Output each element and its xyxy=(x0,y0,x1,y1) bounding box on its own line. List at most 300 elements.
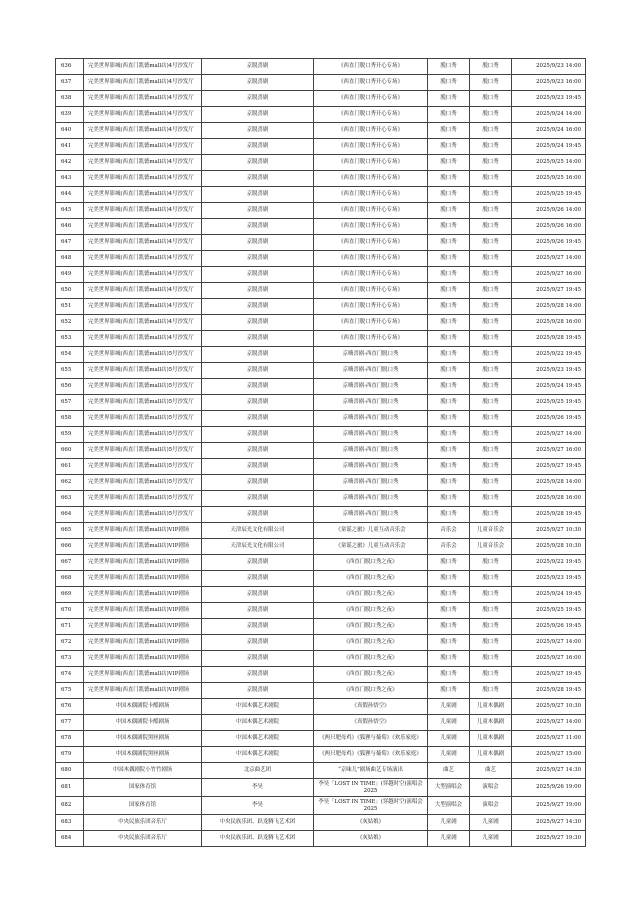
datetime-cell: 2025/9/28 19:45 xyxy=(512,331,586,347)
datetime-cell: 2025/9/24 19:45 xyxy=(512,379,586,395)
venue-cell: 完美世界影城(西直门凯德mall店)VIP剧场 xyxy=(84,683,202,699)
row-number: 650 xyxy=(56,283,84,299)
table-row xyxy=(56,91,586,107)
subcategory-cell: 脱口秀 xyxy=(470,635,512,651)
table-row xyxy=(56,763,586,779)
table-row xyxy=(56,523,586,539)
program-title-cell: 《西直门脱口秀开心专场》 xyxy=(314,187,428,203)
category-cell: 脱口秀 xyxy=(428,347,470,363)
program-title-cell: 《西直门脱口秀之夜》 xyxy=(314,667,428,683)
datetime-cell: 2025/9/25 19:45 xyxy=(512,603,586,619)
subcategory-cell: 脱口秀 xyxy=(470,475,512,491)
organizer-cell: 京脱喜剧 xyxy=(202,171,314,187)
subcategory-cell: 脱口秀 xyxy=(470,203,512,219)
datetime-cell: 2025/9/27 10:30 xyxy=(512,523,586,539)
category-cell: 脱口秀 xyxy=(428,299,470,315)
venue-cell: 完美世界影城(西直门凯德mall店)4号沙发厅 xyxy=(84,219,202,235)
subcategory-cell: 儿童音乐会 xyxy=(470,539,512,555)
category-cell: 脱口秀 xyxy=(428,667,470,683)
program-title-cell: 《西直门脱口秀开心专场》 xyxy=(314,331,428,347)
table-row xyxy=(56,171,586,187)
datetime-cell: 2025/9/23 16:00 xyxy=(512,75,586,91)
program-title-cell: 《西直门脱口秀开心专场》 xyxy=(314,171,428,187)
venue-cell: 完美世界影城(西直门凯德mall店)4号沙发厅 xyxy=(84,235,202,251)
program-title-cell: 《西直门脱口秀之夜》 xyxy=(314,651,428,667)
performance-schedule-sheet xyxy=(55,58,585,847)
organizer-cell: 京脱喜剧 xyxy=(202,155,314,171)
subcategory-cell: 儿童木偶剧 xyxy=(470,715,512,731)
program-title-cell: 京嗨喜剧-西直门脱口秀 xyxy=(314,507,428,523)
table-row xyxy=(56,347,586,363)
subcategory-cell: 儿童木偶剧 xyxy=(470,699,512,715)
subcategory-cell: 脱口秀 xyxy=(470,603,512,619)
program-title-cell: 《西直门脱口秀开心专场》 xyxy=(314,235,428,251)
organizer-cell: 京脱喜剧 xyxy=(202,59,314,75)
organizer-cell: 中央民族乐团、跃龙腾飞艺术团 xyxy=(202,815,314,831)
category-cell: 大型演唱会 xyxy=(428,797,470,815)
venue-cell: 完美世界影城(西直门凯德mall店)4号沙发厅 xyxy=(84,123,202,139)
row-number: 668 xyxy=(56,571,84,587)
organizer-cell: 天津辰光文化有限公司 xyxy=(202,523,314,539)
subcategory-cell: 脱口秀 xyxy=(470,683,512,699)
program-title-cell: 李昊「LOST IN TIME」(穿越时空)演唱会2025 xyxy=(314,779,428,797)
program-title-cell: 《灰姑娘》 xyxy=(314,831,428,847)
subcategory-cell: 儿童木偶剧 xyxy=(470,747,512,763)
organizer-cell: 京脱喜剧 xyxy=(202,299,314,315)
row-number: 649 xyxy=(56,267,84,283)
organizer-cell: 京脱喜剧 xyxy=(202,683,314,699)
organizer-cell: 京脱喜剧 xyxy=(202,475,314,491)
organizer-cell: 中央民族乐团、跃龙腾飞艺术团 xyxy=(202,831,314,847)
table-row xyxy=(56,587,586,603)
venue-cell: 完美世界影城(西直门凯德mall店)VIP剧场 xyxy=(84,667,202,683)
subcategory-cell: 儿童音乐会 xyxy=(470,523,512,539)
program-title-cell: 京嗨喜剧-西直门脱口秀 xyxy=(314,347,428,363)
program-title-cell: 京嗨喜剧-西直门脱口秀 xyxy=(314,411,428,427)
venue-cell: 完美世界影城(西直门凯德mall店)VIP剧场 xyxy=(84,619,202,635)
program-title-cell: 《真假孙悟空》 xyxy=(314,699,428,715)
category-cell: 脱口秀 xyxy=(428,395,470,411)
subcategory-cell: 脱口秀 xyxy=(470,91,512,107)
subcategory-cell: 脱口秀 xyxy=(470,267,512,283)
table-row xyxy=(56,155,586,171)
category-cell: 脱口秀 xyxy=(428,251,470,267)
datetime-cell: 2025/9/28 16:00 xyxy=(512,491,586,507)
program-title-cell: 《西直门脱口秀开心专场》 xyxy=(314,299,428,315)
category-cell: 脱口秀 xyxy=(428,59,470,75)
subcategory-cell: 脱口秀 xyxy=(470,123,512,139)
datetime-cell: 2025/9/23 19:45 xyxy=(512,91,586,107)
organizer-cell: 京脱喜剧 xyxy=(202,459,314,475)
venue-cell: 完美世界影城(西直门凯德mall店)4号沙发厅 xyxy=(84,283,202,299)
venue-cell: 完美世界影城(西直门凯德mall店)4号沙发厅 xyxy=(84,251,202,267)
table-row xyxy=(56,555,586,571)
table-row xyxy=(56,507,586,523)
datetime-cell: 2025/9/27 19:00 xyxy=(512,797,586,815)
organizer-cell: 天津辰光文化有限公司 xyxy=(202,539,314,555)
datetime-cell: 2025/9/26 14:00 xyxy=(512,203,586,219)
row-number: 669 xyxy=(56,587,84,603)
venue-cell: 完美世界影城(西直门凯德mall店)4号沙发厅 xyxy=(84,139,202,155)
venue-cell: 完美世界影城(西直门凯德mall店)VIP剧场 xyxy=(84,651,202,667)
category-cell: 脱口秀 xyxy=(428,587,470,603)
subcategory-cell: 脱口秀 xyxy=(470,491,512,507)
venue-cell: 完美世界影城(西直门凯德mall店)VIP剧场 xyxy=(84,539,202,555)
category-cell: 音乐会 xyxy=(428,539,470,555)
table-row xyxy=(56,731,586,747)
organizer-cell: 中国木偶艺术剧院 xyxy=(202,731,314,747)
datetime-cell: 2025/9/23 19:45 xyxy=(512,571,586,587)
row-number: 663 xyxy=(56,491,84,507)
subcategory-cell: 脱口秀 xyxy=(470,219,512,235)
table-row xyxy=(56,635,586,651)
datetime-cell: 2025/9/22 19:45 xyxy=(512,347,586,363)
category-cell: 脱口秀 xyxy=(428,635,470,651)
subcategory-cell: 脱口秀 xyxy=(470,507,512,523)
program-title-cell: 《两只肥母鸡》《狐狸与葡萄》《欢乐家庭》 xyxy=(314,747,428,763)
row-number: 666 xyxy=(56,539,84,555)
category-cell: 脱口秀 xyxy=(428,411,470,427)
subcategory-cell: 脱口秀 xyxy=(470,139,512,155)
organizer-cell: 京脱喜剧 xyxy=(202,267,314,283)
category-cell: 脱口秀 xyxy=(428,123,470,139)
datetime-cell: 2025/9/28 14:00 xyxy=(512,475,586,491)
table-row xyxy=(56,539,586,555)
row-number: 640 xyxy=(56,123,84,139)
table-row xyxy=(56,379,586,395)
datetime-cell: 2025/9/27 19:30 xyxy=(512,831,586,847)
organizer-cell: 北京曲艺团 xyxy=(202,763,314,779)
category-cell: 脱口秀 xyxy=(428,363,470,379)
table-row xyxy=(56,139,586,155)
row-number: 655 xyxy=(56,363,84,379)
organizer-cell: 京脱喜剧 xyxy=(202,555,314,571)
row-number: 647 xyxy=(56,235,84,251)
datetime-cell: 2025/9/27 15:00 xyxy=(512,747,586,763)
row-number: 652 xyxy=(56,315,84,331)
datetime-cell: 2025/9/27 19:45 xyxy=(512,459,586,475)
venue-cell: 完美世界影城(西直门凯德mall店)5号沙发厅 xyxy=(84,507,202,523)
organizer-cell: 京脱喜剧 xyxy=(202,235,314,251)
organizer-cell: 京脱喜剧 xyxy=(202,427,314,443)
table-row xyxy=(56,797,586,815)
category-cell: 脱口秀 xyxy=(428,475,470,491)
category-cell: 脱口秀 xyxy=(428,171,470,187)
table-row xyxy=(56,475,586,491)
subcategory-cell: 脱口秀 xyxy=(470,315,512,331)
table-row xyxy=(56,59,586,75)
organizer-cell: 京脱喜剧 xyxy=(202,75,314,91)
datetime-cell: 2025/9/26 16:00 xyxy=(512,219,586,235)
venue-cell: 完美世界影城(西直门凯德mall店)4号沙发厅 xyxy=(84,299,202,315)
venue-cell: 完美世界影城(西直门凯德mall店)4号沙发厅 xyxy=(84,75,202,91)
venue-cell: 完美世界影城(西直门凯德mall店)VIP剧场 xyxy=(84,555,202,571)
schedule-table xyxy=(55,58,586,847)
venue-cell: 完美世界影城(西直门凯德mall店)4号沙发厅 xyxy=(84,59,202,75)
category-cell: 脱口秀 xyxy=(428,107,470,123)
organizer-cell: 京脱喜剧 xyxy=(202,667,314,683)
venue-cell: 完美世界影城(西直门凯德mall店)5号沙发厅 xyxy=(84,491,202,507)
organizer-cell: 京脱喜剧 xyxy=(202,203,314,219)
category-cell: 脱口秀 xyxy=(428,235,470,251)
datetime-cell: 2025/9/23 14:00 xyxy=(512,59,586,75)
organizer-cell: 京脱喜剧 xyxy=(202,347,314,363)
organizer-cell: 京脱喜剧 xyxy=(202,139,314,155)
category-cell: 脱口秀 xyxy=(428,603,470,619)
row-number: 660 xyxy=(56,443,84,459)
subcategory-cell: 脱口秀 xyxy=(470,187,512,203)
category-cell: 脱口秀 xyxy=(428,155,470,171)
organizer-cell: 京脱喜剧 xyxy=(202,651,314,667)
venue-cell: 完美世界影城(西直门凯德mall店)4号沙发厅 xyxy=(84,267,202,283)
organizer-cell: 京脱喜剧 xyxy=(202,363,314,379)
table-row xyxy=(56,267,586,283)
program-title-cell: 《西直门脱口秀开心专场》 xyxy=(314,59,428,75)
datetime-cell: 2025/9/27 19:45 xyxy=(512,283,586,299)
table-row xyxy=(56,187,586,203)
organizer-cell: 京脱喜剧 xyxy=(202,635,314,651)
subcategory-cell: 脱口秀 xyxy=(470,171,512,187)
organizer-cell: 京脱喜剧 xyxy=(202,603,314,619)
category-cell: 脱口秀 xyxy=(428,491,470,507)
organizer-cell: 李昊 xyxy=(202,779,314,797)
table-row xyxy=(56,283,586,299)
venue-cell: 国家体育馆 xyxy=(84,779,202,797)
category-cell: 脱口秀 xyxy=(428,379,470,395)
venue-cell: 完美世界影城(西直门凯德mall店)5号沙发厅 xyxy=(84,363,202,379)
subcategory-cell: 脱口秀 xyxy=(470,251,512,267)
subcategory-cell: 脱口秀 xyxy=(470,363,512,379)
venue-cell: 完美世界影城(西直门凯德mall店)5号沙发厅 xyxy=(84,427,202,443)
datetime-cell: 2025/9/24 19:45 xyxy=(512,139,586,155)
category-cell: 脱口秀 xyxy=(428,683,470,699)
venue-cell: 完美世界影城(西直门凯德mall店)4号沙发厅 xyxy=(84,315,202,331)
organizer-cell: 京脱喜剧 xyxy=(202,619,314,635)
category-cell: 脱口秀 xyxy=(428,187,470,203)
row-number: 679 xyxy=(56,747,84,763)
row-number: 636 xyxy=(56,59,84,75)
datetime-cell: 2025/9/27 14:30 xyxy=(512,815,586,831)
category-cell: 儿童剧 xyxy=(428,747,470,763)
program-title-cell: 《西直门脱口秀开心专场》 xyxy=(314,203,428,219)
category-cell: 儿童剧 xyxy=(428,815,470,831)
category-cell: 儿童剧 xyxy=(428,699,470,715)
row-number: 675 xyxy=(56,683,84,699)
venue-cell: 完美世界影城(西直门凯德mall店)5号沙发厅 xyxy=(84,459,202,475)
datetime-cell: 2025/9/27 16:00 xyxy=(512,443,586,459)
table-row xyxy=(56,619,586,635)
venue-cell: 完美世界影城(西直门凯德mall店)VIP剧场 xyxy=(84,523,202,539)
subcategory-cell: 脱口秀 xyxy=(470,651,512,667)
row-number: 646 xyxy=(56,219,84,235)
venue-cell: 中国木偶剧院黑匣剧场 xyxy=(84,731,202,747)
subcategory-cell: 脱口秀 xyxy=(470,571,512,587)
subcategory-cell: 脱口秀 xyxy=(470,299,512,315)
organizer-cell: 京脱喜剧 xyxy=(202,251,314,267)
program-title-cell: 《西直门脱口秀开心专场》 xyxy=(314,219,428,235)
datetime-cell: 2025/9/26 19:00 xyxy=(512,779,586,797)
venue-cell: 完美世界影城(西直门凯德mall店)5号沙发厅 xyxy=(84,475,202,491)
program-title-cell: 《西直门脱口秀开心专场》 xyxy=(314,315,428,331)
venue-cell: 完美世界影城(西直门凯德mall店)4号沙发厅 xyxy=(84,107,202,123)
row-number: 673 xyxy=(56,651,84,667)
row-number: 657 xyxy=(56,395,84,411)
venue-cell: 中央民族乐团音乐厅 xyxy=(84,815,202,831)
venue-cell: 完美世界影城(西直门凯德mall店)4号沙发厅 xyxy=(84,155,202,171)
datetime-cell: 2025/9/24 14:00 xyxy=(512,107,586,123)
venue-cell: 完美世界影城(西直门凯德mall店)VIP剧场 xyxy=(84,571,202,587)
program-title-cell: 京嗨喜剧-西直门脱口秀 xyxy=(314,475,428,491)
datetime-cell: 2025/9/23 19:45 xyxy=(512,363,586,379)
venue-cell: 中国木偶剧院小竹竹剧场 xyxy=(84,763,202,779)
organizer-cell: 中国木偶艺术剧院 xyxy=(202,699,314,715)
row-number: 665 xyxy=(56,523,84,539)
datetime-cell: 2025/9/27 16:00 xyxy=(512,267,586,283)
subcategory-cell: 脱口秀 xyxy=(470,347,512,363)
row-number: 645 xyxy=(56,203,84,219)
subcategory-cell: 脱口秀 xyxy=(470,459,512,475)
program-title-cell: 《西直门脱口秀开心专场》 xyxy=(314,267,428,283)
category-cell: 儿童剧 xyxy=(428,731,470,747)
category-cell: 曲艺 xyxy=(428,763,470,779)
category-cell: 儿童剧 xyxy=(428,715,470,731)
row-number: 674 xyxy=(56,667,84,683)
venue-cell: 中央民族乐团音乐厅 xyxy=(84,831,202,847)
datetime-cell: 2025/9/27 11:00 xyxy=(512,731,586,747)
subcategory-cell: 曲艺 xyxy=(470,763,512,779)
datetime-cell: 2025/9/28 16:00 xyxy=(512,315,586,331)
venue-cell: 完美世界影城(西直门凯德mall店)4号沙发厅 xyxy=(84,171,202,187)
category-cell: 脱口秀 xyxy=(428,507,470,523)
row-number: 642 xyxy=(56,155,84,171)
row-number: 681 xyxy=(56,779,84,797)
table-row xyxy=(56,667,586,683)
category-cell: 脱口秀 xyxy=(428,283,470,299)
subcategory-cell: 脱口秀 xyxy=(470,59,512,75)
program-title-cell: 《童谣之旅》儿童互动音乐会 xyxy=(314,523,428,539)
subcategory-cell: 脱口秀 xyxy=(470,587,512,603)
organizer-cell: 京脱喜剧 xyxy=(202,379,314,395)
organizer-cell: 中国木偶艺术剧院 xyxy=(202,715,314,731)
row-number: 664 xyxy=(56,507,84,523)
category-cell: 音乐会 xyxy=(428,523,470,539)
subcategory-cell: 脱口秀 xyxy=(470,619,512,635)
organizer-cell: 京脱喜剧 xyxy=(202,571,314,587)
subcategory-cell: 儿童剧 xyxy=(470,831,512,847)
subcategory-cell: 脱口秀 xyxy=(470,667,512,683)
organizer-cell: 京脱喜剧 xyxy=(202,331,314,347)
row-number: 658 xyxy=(56,411,84,427)
subcategory-cell: 脱口秀 xyxy=(470,395,512,411)
organizer-cell: 京脱喜剧 xyxy=(202,315,314,331)
organizer-cell: 京脱喜剧 xyxy=(202,219,314,235)
program-title-cell: “京味儿”剧场曲艺专场演出 xyxy=(314,763,428,779)
organizer-cell: 李昊 xyxy=(202,797,314,815)
subcategory-cell: 脱口秀 xyxy=(470,411,512,427)
table-row xyxy=(56,427,586,443)
category-cell: 脱口秀 xyxy=(428,619,470,635)
row-number: 680 xyxy=(56,763,84,779)
subcategory-cell: 脱口秀 xyxy=(470,443,512,459)
category-cell: 脱口秀 xyxy=(428,331,470,347)
category-cell: 脱口秀 xyxy=(428,315,470,331)
program-title-cell: 《真假孙悟空》 xyxy=(314,715,428,731)
table-row xyxy=(56,815,586,831)
program-title-cell: 《西直门脱口秀开心专场》 xyxy=(314,123,428,139)
venue-cell: 完美世界影城(西直门凯德mall店)5号沙发厅 xyxy=(84,411,202,427)
subcategory-cell: 脱口秀 xyxy=(470,75,512,91)
program-title-cell: 《西直门脱口秀之夜》 xyxy=(314,683,428,699)
organizer-cell: 京脱喜剧 xyxy=(202,187,314,203)
program-title-cell: 《西直门脱口秀之夜》 xyxy=(314,555,428,571)
table-row xyxy=(56,683,586,699)
datetime-cell: 2025/9/27 14:00 xyxy=(512,715,586,731)
table-row xyxy=(56,251,586,267)
row-number: 684 xyxy=(56,831,84,847)
program-title-cell: 《西直门脱口秀开心专场》 xyxy=(314,155,428,171)
datetime-cell: 2025/9/27 14:30 xyxy=(512,763,586,779)
category-cell: 脱口秀 xyxy=(428,91,470,107)
subcategory-cell: 脱口秀 xyxy=(470,555,512,571)
datetime-cell: 2025/9/27 10:30 xyxy=(512,699,586,715)
venue-cell: 中国木偶剧院卡酷剧场 xyxy=(84,699,202,715)
venue-cell: 完美世界影城(西直门凯德mall店)4号沙发厅 xyxy=(84,187,202,203)
program-title-cell: 《两只肥母鸡》《狐狸与葡萄》《欢乐家庭》 xyxy=(314,731,428,747)
row-number: 654 xyxy=(56,347,84,363)
datetime-cell: 2025/9/27 16:00 xyxy=(512,651,586,667)
program-title-cell: 京嗨喜剧-西直门脱口秀 xyxy=(314,491,428,507)
venue-cell: 完美世界影城(西直门凯德mall店)VIP剧场 xyxy=(84,587,202,603)
table-row xyxy=(56,123,586,139)
datetime-cell: 2025/9/28 14:00 xyxy=(512,299,586,315)
venue-cell: 中国木偶剧院黑匣剧场 xyxy=(84,747,202,763)
category-cell: 儿童剧 xyxy=(428,831,470,847)
program-title-cell: 李昊「LOST IN TIME」(穿越时空)演唱会2025 xyxy=(314,797,428,815)
program-title-cell: 京嗨喜剧-西直门脱口秀 xyxy=(314,363,428,379)
table-row xyxy=(56,443,586,459)
venue-cell: 完美世界影城(西直门凯德mall店)5号沙发厅 xyxy=(84,379,202,395)
program-title-cell: 《童谣之旅》儿童互动音乐会 xyxy=(314,539,428,555)
venue-cell: 完美世界影城(西直门凯德mall店)4号沙发厅 xyxy=(84,91,202,107)
row-number: 682 xyxy=(56,797,84,815)
datetime-cell: 2025/9/27 14:00 xyxy=(512,251,586,267)
program-title-cell: 《西直门脱口秀开心专场》 xyxy=(314,139,428,155)
program-title-cell: 《西直门脱口秀开心专场》 xyxy=(314,91,428,107)
organizer-cell: 京脱喜剧 xyxy=(202,411,314,427)
table-row xyxy=(56,219,586,235)
table-row xyxy=(56,491,586,507)
category-cell: 脱口秀 xyxy=(428,75,470,91)
category-cell: 脱口秀 xyxy=(428,203,470,219)
organizer-cell: 京脱喜剧 xyxy=(202,587,314,603)
row-number: 672 xyxy=(56,635,84,651)
category-cell: 脱口秀 xyxy=(428,139,470,155)
category-cell: 脱口秀 xyxy=(428,443,470,459)
row-number: 662 xyxy=(56,475,84,491)
organizer-cell: 京脱喜剧 xyxy=(202,107,314,123)
program-title-cell: 《西直门脱口秀开心专场》 xyxy=(314,283,428,299)
row-number: 659 xyxy=(56,427,84,443)
table-row xyxy=(56,75,586,91)
row-number: 639 xyxy=(56,107,84,123)
category-cell: 大型演唱会 xyxy=(428,779,470,797)
category-cell: 脱口秀 xyxy=(428,571,470,587)
row-number: 641 xyxy=(56,139,84,155)
organizer-cell: 京脱喜剧 xyxy=(202,395,314,411)
row-number: 667 xyxy=(56,555,84,571)
datetime-cell: 2025/9/25 16:00 xyxy=(512,171,586,187)
datetime-cell: 2025/9/25 14:00 xyxy=(512,155,586,171)
